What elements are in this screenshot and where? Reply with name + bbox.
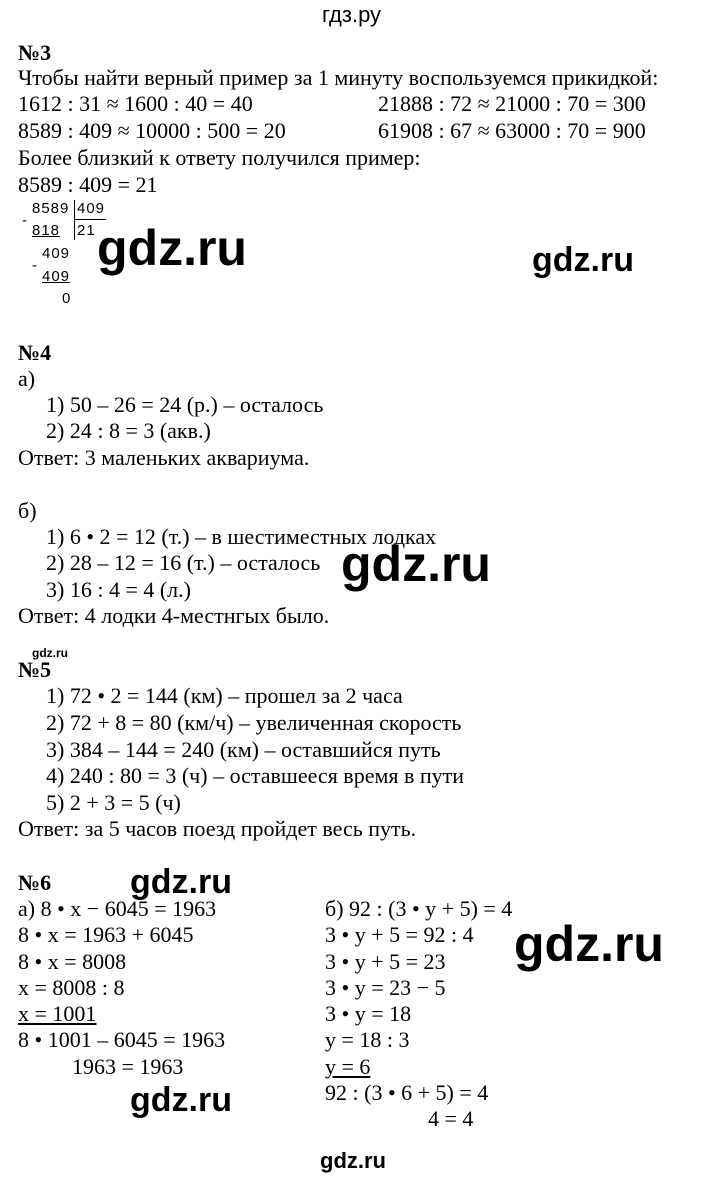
task-4b-answer: Ответ: 4 лодки 4-местнгых было.: [18, 603, 330, 628]
division-minus-2: -: [32, 257, 38, 274]
task-6a-solution: x = 1001: [18, 1001, 97, 1026]
task-5-title: №5: [18, 657, 52, 682]
closer-example-text: Более близкий к ответу получился пример:: [18, 145, 421, 170]
estimate-3: 8589 : 409 ≈ 10000 : 500 = 20: [18, 118, 286, 143]
task-6b-line: 3 • y = 23 − 5: [325, 975, 446, 1000]
task-6b-line: 3 • y + 5 = 23: [325, 949, 446, 974]
estimate-1: 1612 : 31 ≈ 1600 : 40 = 40: [18, 91, 253, 116]
watermark-logo: gdz.ru: [532, 241, 634, 279]
task-4-title: №4: [18, 340, 52, 365]
division-divisor: 409: [77, 200, 106, 217]
watermark-logo: gdz.ru: [130, 863, 232, 901]
division-minus-1: -: [22, 212, 28, 229]
task-6b-solution: y = 6: [325, 1054, 371, 1079]
estimate-4: 61908 : 67 ≈ 63000 : 70 = 900: [378, 118, 646, 143]
estimate-2: 21888 : 72 ≈ 21000 : 70 = 300: [378, 91, 646, 116]
task-3-title: №3: [18, 40, 52, 65]
task-4a-step-2: 2) 24 : 8 = 3 (акв.): [46, 418, 211, 443]
division-quotient: 21: [77, 222, 96, 239]
task-4b-step-2: 2) 28 – 12 = 16 (т.) – осталось: [46, 550, 321, 575]
task-6b-line: б) 92 : (3 • y + 5) = 4: [325, 896, 513, 921]
division-dividend: 8589: [32, 200, 70, 217]
task-5-step-2: 2) 72 + 8 = 80 (км/ч) – увеличенная скорость: [46, 710, 462, 735]
task-4a-step-1: 1) 50 – 26 = 24 (р.) – осталось: [46, 392, 324, 417]
task-5-step-4: 4) 240 : 80 = 3 (ч) – оставшееся время в пути: [46, 763, 465, 788]
task-4b-step-3: 3) 16 : 4 = 4 (л.): [46, 577, 191, 602]
task-5-answer: Ответ: за 5 часов поезд пройдет весь путь.: [18, 816, 417, 841]
task-6b-line: 3 • y = 18: [325, 1001, 412, 1026]
task-6b-check: 92 : (3 • 6 + 5) = 4: [325, 1080, 489, 1105]
task-5-step-1: 1) 72 • 2 = 144 (км) – прошел за 2 часа: [46, 683, 403, 708]
task-5-step-3: 3) 384 – 144 = 240 (км) – оставшийся путь: [46, 737, 441, 762]
division-remainder-1: 409: [42, 245, 71, 262]
watermark-logo: gdz.ru: [97, 220, 247, 276]
task-6b-line: y = 18 : 3: [325, 1027, 410, 1052]
watermark-logo: gdz.ru: [32, 646, 68, 660]
task-6a-line: 8 • x = 1963 + 6045: [18, 922, 194, 947]
division-vertical-line: [74, 200, 75, 240]
task-5-step-5: 5) 2 + 3 = 5 (ч): [46, 790, 181, 815]
task-6a-line: 8 • x = 8008: [18, 949, 127, 974]
site-header: гдз.ру: [322, 2, 382, 27]
watermark-logo: gdz.ru: [514, 916, 664, 972]
task-6a-check: 8 • 1001 – 6045 = 1963: [18, 1027, 226, 1052]
task-4b-label: б): [18, 498, 37, 523]
task-6a-check-result: 1963 = 1963: [72, 1054, 184, 1079]
watermark-logo: gdz.ru: [320, 1148, 386, 1173]
task-6a-line: а) 8 • x − 6045 = 1963: [18, 896, 217, 921]
closer-example-answer: 8589 : 409 = 21: [18, 172, 158, 197]
task-3-intro: Чтобы найти верный пример за 1 минуту воспользуемся прикидкой:: [18, 65, 659, 90]
task-4b-step-1: 1) 6 • 2 = 12 (т.) – в шестиместных лодках: [46, 524, 437, 549]
division-subtrahend-2: 409: [42, 268, 71, 285]
watermark-logo: gdz.ru: [341, 536, 491, 592]
task-6-title: №6: [18, 870, 52, 895]
task-4a-label: а): [18, 366, 36, 391]
task-4a-answer: Ответ: 3 маленьких аквариума.: [18, 445, 310, 470]
division-result: 0: [62, 290, 72, 307]
task-6a-line: x = 8008 : 8: [18, 975, 125, 1000]
watermark-logo: gdz.ru: [130, 1081, 232, 1119]
division-subtrahend-1: 818: [32, 222, 61, 239]
task-6b-check-result: 4 = 4: [428, 1106, 474, 1131]
task-6b-line: 3 • y + 5 = 92 : 4: [325, 922, 474, 947]
